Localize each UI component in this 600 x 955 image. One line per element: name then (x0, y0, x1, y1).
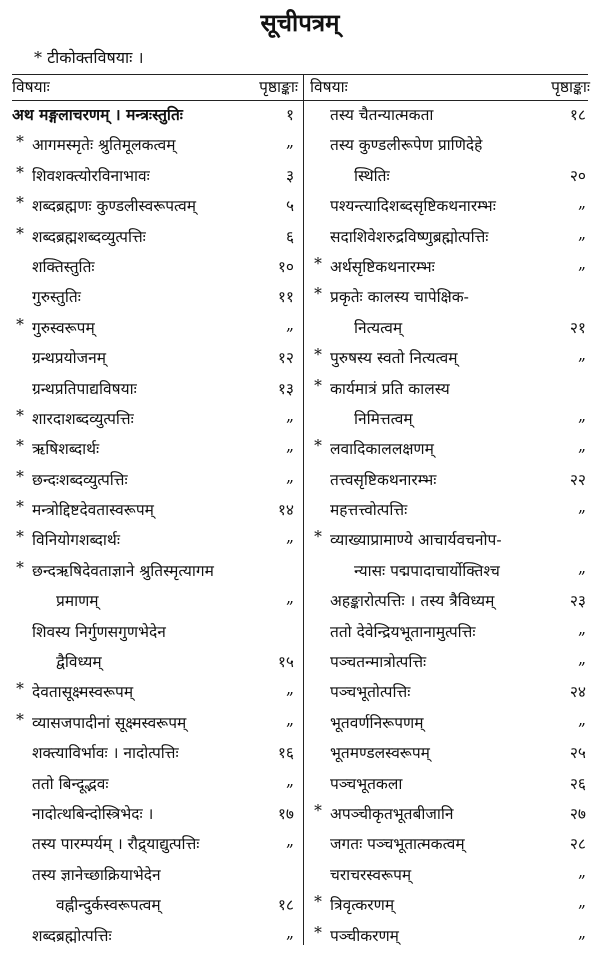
toc-entry-page: २८ (569, 835, 586, 854)
toc-entry (12, 858, 298, 888)
toc-entry (310, 311, 590, 341)
toc-entry-title: शब्दब्रह्मणः कुण्डलीस्वरूपत्वम् (32, 197, 197, 216)
toc-entry-title: शक्तिस्तुतिः (32, 257, 95, 276)
toc-entry (12, 767, 298, 797)
toc-entry-title: पञ्चीकरणम् (330, 926, 399, 945)
commentary-star: * (16, 194, 24, 213)
toc-entry (12, 341, 298, 371)
toc-entry-page: „ (577, 862, 586, 881)
toc-entry (310, 402, 590, 432)
toc-entry-title: शब्दब्रह्मशब्दव्युत्पत्तिः (32, 227, 146, 246)
toc-entry-page: २५ (569, 744, 586, 763)
toc-entry-page: २० (569, 166, 586, 185)
toc-entry-title: गुरुस्वरूपम् (32, 318, 95, 337)
toc-entry-title: तस्य चैतन्यात्मकता (330, 106, 434, 124)
toc-entry-title: नित्यत्वम् (354, 318, 403, 337)
toc-entry-title: तत्त्वसृष्टिकथनारम्भः (330, 470, 437, 489)
toc-entry-page: ११ (277, 288, 294, 307)
toc-entry (310, 919, 590, 949)
toc-entry-page: „ (285, 437, 294, 456)
toc-entry-title: प्रमाणम् (56, 592, 99, 611)
toc-entry-title: वह्नीन्दुर्कस्वरूपत्वम् (56, 896, 161, 915)
toc-entry (310, 797, 590, 827)
toc-entry (310, 372, 590, 402)
toc-entry (310, 159, 590, 189)
toc-entry-page: „ (577, 254, 586, 273)
toc-entry (12, 919, 298, 949)
toc-entry-page: „ (577, 406, 586, 425)
toc-entry-page: „ (285, 923, 294, 942)
toc-entry-page: २७ (569, 804, 586, 823)
toc-entry-page: २४ (569, 683, 586, 702)
column-header (310, 72, 590, 98)
page-title: सूचीपत्रम् (260, 8, 340, 37)
toc-entry-page: २२ (569, 470, 586, 489)
toc-entry-page: „ (577, 224, 586, 243)
commentary-star: * (16, 224, 24, 243)
toc-entry-title: ततो बिन्दूद्भवः (32, 774, 109, 793)
toc-entry-page: „ (577, 893, 586, 912)
toc-entry-page: २६ (569, 774, 586, 793)
toc-entry (310, 645, 590, 675)
toc-entry (310, 858, 590, 888)
toc-entry (12, 463, 298, 493)
commentary-star: * (16, 528, 24, 547)
toc-entry-title: नादोत्थबिन्दोस्त्रिभेदः । (32, 804, 154, 823)
toc-entry-title: कार्यमात्रं प्रति कालस्य (330, 379, 450, 398)
subject-header: विषयाः (310, 78, 348, 96)
toc-entry-title: ततो देवेन्द्रियभूतानामुत्पत्तिः (330, 622, 476, 641)
toc-entry-page: १२ (277, 349, 294, 368)
toc-entry (310, 280, 590, 310)
toc-entry-title: त्रिवृत्करणम् (330, 896, 395, 915)
toc-column-left (12, 72, 298, 949)
toc-entry (12, 584, 298, 614)
toc-entry-title: व्याख्याप्रामाण्ये आचार्यवचनोप- (330, 531, 502, 550)
toc-entry-title: न्यासः पद्मपादाचार्योक्तिश्च (354, 561, 500, 580)
toc-entry-title: पञ्चभूतकला (330, 774, 403, 793)
subject-header: विषयाः (12, 78, 50, 96)
toc-entry-title: अपञ्चीकृतभूतबीजानि (330, 804, 454, 823)
toc-entry-page: „ (577, 619, 586, 638)
toc-entry (310, 493, 590, 523)
toc-entry-title: शिवशक्त्योरविनाभावः (32, 166, 150, 185)
toc-entry-page: „ (577, 650, 586, 669)
toc-entry (12, 615, 298, 645)
toc-entry-title: छन्दःशब्दव्युत्पत्तिः (32, 470, 128, 489)
commentary-note: * टीकोक्तविषयाः । (34, 48, 144, 67)
toc-entry-title: विनियोगशब्दार्थः (32, 531, 120, 550)
toc-entry (12, 736, 298, 766)
toc-entry-page: १८ (277, 896, 294, 915)
toc-entry (310, 189, 590, 219)
page-header: पृष्ठाङ्काः (551, 78, 590, 96)
toc-entry (12, 159, 298, 189)
toc-entry (12, 827, 298, 857)
toc-entry-page: १६ (277, 744, 294, 763)
toc-entry (12, 888, 298, 918)
toc-entry-title: छन्दऋषिदेवताज्ञाने श्रुतिस्मृत्यागम (32, 561, 214, 580)
toc-entry-page: „ (285, 680, 294, 699)
toc-entry-title: द्वैविध्यम् (56, 653, 102, 672)
toc-entry-title: गुरुस्तुतिः (32, 288, 81, 307)
toc-entry-title: लवादिकाललक्षणम् (330, 440, 434, 459)
toc-entry-page: „ (577, 194, 586, 213)
toc-entry-title: जगतः पञ्चभूतात्मकत्वम् (330, 835, 465, 854)
toc-entry-title: शारदाशब्दव्युत्पत्तिः (32, 409, 134, 428)
commentary-star: * (16, 315, 24, 334)
toc-entry-title: प्रकृतेः कालस्य चापेक्षिक- (330, 288, 469, 307)
toc-entry-page: ५ (285, 197, 294, 216)
toc-entry-page: १८ (569, 106, 586, 124)
toc-entry-title: ऋषिशब्दार्थः (32, 440, 100, 459)
toc-entry (12, 372, 298, 402)
toc-entry-title: शब्दब्रह्मोत्पत्तिः (32, 926, 112, 945)
toc-entry-page: „ (577, 498, 586, 517)
toc-entry-page: १४ (277, 501, 294, 520)
toc-entry (12, 554, 298, 584)
toc-entry (12, 280, 298, 310)
commentary-star: * (16, 680, 24, 699)
toc-entry-title: अथ मङ्गलाचरणम् । मन्त्रःस्तुतिः (12, 105, 183, 124)
toc-entry-title: तस्य पारम्पर्यम् । रौद्र्याद्युत्पत्तिः (32, 835, 200, 854)
commentary-star: * (314, 346, 322, 365)
toc-entry (12, 402, 298, 432)
toc-entry (12, 523, 298, 553)
toc-entry (12, 220, 298, 250)
toc-entry (310, 767, 590, 797)
toc-entry (310, 128, 590, 158)
toc-entry-title: मन्त्रोद्दिष्टदेवतास्वरूपम् (32, 501, 154, 520)
toc-entry-page: „ (577, 923, 586, 942)
commentary-star: * (314, 376, 322, 395)
commentary-star: * (16, 498, 24, 517)
toc-entry-title: शक्त्याविर्भावः । नादोत्पत्तिः (32, 744, 179, 763)
toc-entry-page: „ (577, 710, 586, 729)
toc-entry-title: स्थितिः (354, 166, 390, 185)
toc-entry-page: १३ (277, 379, 294, 398)
toc-entry-page: „ (285, 467, 294, 486)
commentary-star: * (314, 285, 322, 304)
toc-entry-title: पश्यन्त्यादिशब्दसृष्टिकथनारम्भः (330, 197, 496, 216)
toc-entry (12, 128, 298, 158)
commentary-star: * (16, 467, 24, 486)
toc-entry-title: तस्य ज्ञानेच्छाक्रियाभेदेन (32, 865, 161, 884)
toc-entry (310, 554, 590, 584)
toc-entry (310, 615, 590, 645)
toc-entry-page: „ (285, 133, 294, 152)
toc-entry-page: १५ (277, 653, 294, 672)
toc-entry-page: ६ (285, 227, 294, 246)
commentary-star: * (16, 437, 24, 456)
commentary-star: * (314, 801, 322, 820)
commentary-star: * (314, 528, 322, 547)
toc-entry-page: ३ (285, 166, 294, 185)
commentary-star: * (16, 133, 24, 152)
toc-entry (12, 432, 298, 462)
toc-entry-page: १० (277, 257, 294, 276)
toc-entry-page: „ (285, 710, 294, 729)
commentary-star: * (16, 406, 24, 425)
toc-entry (310, 463, 590, 493)
toc-entry-title: पुरुषस्य स्वतो नित्यत्वम् (330, 349, 458, 368)
toc-entry-title: पञ्चभूतोत्पत्तिः (330, 683, 411, 702)
toc-entry-page: २१ (569, 318, 586, 337)
toc-entry-page: „ (285, 832, 294, 851)
column-header (12, 72, 298, 98)
toc-entry (12, 250, 298, 280)
toc-entry (310, 220, 590, 250)
toc-entry-title: निमित्तत्वम् (354, 409, 413, 428)
toc-entry (12, 311, 298, 341)
toc-entry (310, 341, 590, 371)
toc-entry-title: अर्थसृष्टिकथनारम्भः (330, 257, 435, 276)
toc-entry-title: ग्रन्थप्रतिपाद्यविषयाः (32, 379, 137, 398)
commentary-star: * (16, 163, 24, 182)
toc-entry (310, 736, 590, 766)
toc-entry-title: ग्रन्थप्रयोजनम् (32, 349, 106, 368)
toc-entry-title: शिवस्य निर्गुणसगुणभेदेन (32, 622, 166, 641)
commentary-star: * (314, 254, 322, 273)
toc-entry-title: सदाशिवेशरुद्रविष्णुब्रह्मोत्पत्तिः (330, 227, 489, 246)
toc-entry-title: तस्य कुण्डलीरूपेण प्राणिदेहे (330, 136, 483, 155)
toc-entry-page: „ (285, 771, 294, 790)
toc-entry-page: „ (285, 406, 294, 425)
toc-entry-page: १७ (277, 804, 294, 823)
toc-entry (310, 432, 590, 462)
toc-entry (12, 189, 298, 219)
toc-entry (12, 706, 298, 736)
toc-entry (310, 250, 590, 280)
toc-entry-title: देवतासूक्ष्मस्वरूपम् (32, 683, 134, 702)
toc-entry-title: महत्तत्त्वोत्पत्तिः (330, 501, 408, 520)
toc-entry (310, 523, 590, 553)
column-divider (303, 75, 304, 945)
commentary-star: * (314, 893, 322, 912)
toc-entry-page: „ (577, 558, 586, 577)
toc-entry (12, 98, 298, 128)
commentary-star: * (16, 558, 24, 577)
toc-entry-title: भूतवर्णनिरूपणम् (330, 713, 424, 732)
toc-entry-page: „ (577, 346, 586, 365)
toc-entry (310, 98, 590, 128)
toc-entry (310, 706, 590, 736)
toc-entry-title: भूतमण्डलस्वरूपम् (330, 744, 430, 763)
toc-entry-title: अहङ्कारोत्पत्तिः । तस्य त्रैविध्यम् (330, 592, 495, 611)
page-header: पृष्ठाङ्काः (259, 78, 298, 96)
toc-entry (310, 584, 590, 614)
commentary-star: * (314, 437, 322, 456)
commentary-star: * (314, 923, 322, 942)
toc-entry (12, 797, 298, 827)
toc-entry (12, 493, 298, 523)
toc-entry-page: २३ (569, 592, 586, 611)
toc-entry (310, 675, 590, 705)
toc-column-right (310, 72, 590, 949)
toc-entry-title: व्यासजपादीनां सूक्ष्मस्वरूपम् (32, 713, 187, 732)
toc-entry-page: „ (285, 589, 294, 608)
toc-entry-page: „ (285, 528, 294, 547)
commentary-star: * (16, 710, 24, 729)
toc-entry (12, 645, 298, 675)
toc-entry-title: आगमस्मृतेः श्रुतिमूलकत्वम् (32, 136, 176, 155)
toc-entry (310, 827, 590, 857)
toc-entry-title: पञ्चतन्मात्रोत्पत्तिः (330, 653, 427, 672)
toc-entry-page: १ (285, 106, 294, 124)
toc-entry-page: „ (577, 437, 586, 456)
toc-entry (12, 675, 298, 705)
toc-entry-title: चराचरस्वरूपम् (330, 865, 412, 884)
toc-entry (310, 888, 590, 918)
toc-entry-page: „ (285, 315, 294, 334)
